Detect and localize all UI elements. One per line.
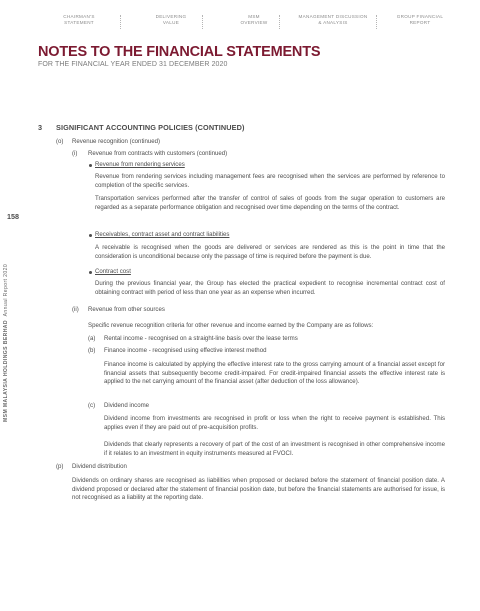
item-p-label: (p): [56, 463, 64, 470]
item-c-text: Dividend income: [104, 402, 150, 409]
nav-label-line2: OVERVIEW: [240, 20, 268, 25]
nav-item-group-financial-report[interactable]: [380, 14, 460, 26]
side-company-name: MSM MALAYSIA HOLDINGS BERHAD: [3, 320, 9, 422]
nav-label-line1: GROUP FINANCIAL: [396, 14, 444, 19]
item-ii-title: Revenue from other sources: [88, 306, 165, 313]
nav-divider: [202, 15, 203, 29]
item-a-label: (a): [88, 335, 96, 342]
item-c-label: (c): [88, 402, 96, 409]
item-i-title: Revenue from contracts with customers (continued): [88, 150, 228, 157]
section-number: 3: [38, 123, 43, 132]
bullet-icon: [89, 234, 92, 237]
page-number: 158: [7, 212, 19, 221]
nav-label-line1: DELIVERING: [155, 14, 187, 19]
section-title: SIGNIFICANT ACCOUNTING POLICIES (CONTINUED): [56, 123, 245, 132]
side-report-name: Annual Report 2020: [3, 263, 9, 317]
item-i-label: (i): [72, 150, 78, 157]
nav-label-line2: & ANALYSIS: [318, 20, 348, 25]
paragraph: Specific revenue recognition criteria for other revenue and income earned by the Company are as follows:: [88, 322, 374, 329]
nav-item-delivering-value[interactable]: [136, 14, 206, 26]
bullet-title-receivables: Receivables, contract asset and contract liabilities: [95, 231, 230, 238]
paragraph: Dividends on ordinary shares are recognised as liabilities when proposed or declared before the statement of financial position date. A dividend proposed or declared after the statement of financial position date, but before the financial statements are authorised for issue, is not recognised as a liability at the reporting date.: [72, 477, 445, 502]
page-title: NOTES TO THE FINANCIAL STATEMENTS: [38, 44, 321, 60]
paragraph: Dividends that clearly represents a recovery of part of the cost of an investment is recognised in other comprehensive income if it relates to an investment in equity instruments measured at FVOCI.: [104, 441, 445, 457]
paragraph: A receivable is recognised when the goods are delivered or services are rendered as this is the point in time that the consideration is unconditional because only the passage of time is required before the payment is due.: [95, 244, 445, 260]
item-p-title: Dividend distribution: [72, 463, 127, 470]
nav-divider: [120, 15, 121, 29]
paragraph: Dividend income from investments are recognised in profit or loss when the right to receive payment is established. This applies even if they are paid out of pre-acquisition profits.: [104, 415, 445, 431]
nav-label-line2: STATEMENT: [64, 20, 94, 25]
nav-label-line2: REPORT: [409, 20, 431, 25]
nav-label-line1: CHAIRMAN'S: [63, 14, 95, 19]
top-navigation: [40, 14, 460, 36]
bullet-title-contract-cost: Contract cost: [95, 268, 131, 275]
bullet-title-rendering-services: Revenue from rendering services: [95, 161, 185, 168]
paragraph: Revenue from rendering services including management fees are recognised when the services are performed by reference to completion of the specific services.: [95, 173, 445, 189]
nav-label-line1: MANAGEMENT DISCUSSION: [298, 14, 368, 19]
page-subtitle: FOR THE FINANCIAL YEAR ENDED 31 DECEMBER 2020: [38, 61, 228, 68]
nav-item-management-discussion[interactable]: [278, 14, 388, 26]
paragraph: Transportation services performed after the transfer of control of sales of goods from the sugar operation to customers are regarded as a separate performance obligation and recognised over time depending on the terms of the contract.: [95, 195, 445, 211]
bullet-icon: [89, 271, 92, 274]
paragraph: During the previous financial year, the Group has elected the practical expedient to recognise incremental contract cost of obtaining contract with period of less than one year as an expense when incurred.: [95, 280, 445, 296]
nav-label-line1: MSM: [248, 14, 260, 19]
item-b-label: (b): [88, 347, 96, 354]
nav-label-line2: VALUE: [162, 20, 180, 25]
side-report-tag: [3, 252, 13, 422]
nav-divider: [376, 15, 377, 29]
item-ii-label: (ii): [72, 306, 79, 313]
item-o-title: Revenue recognition (continued): [72, 138, 161, 145]
paragraph: Finance income is calculated by applying the effective interest rate to the gross carrying amount of a financial asset except for financial assets that subsequently become credit-impaired. For credit-impaired financial assets the effective interest rate is applied to the net carrying amount of the financial asset (after deduction of the loss allowance).: [104, 361, 445, 386]
item-o-label: (o): [56, 138, 64, 145]
bullet-icon: [89, 164, 92, 167]
nav-item-chairmans-statement[interactable]: [44, 14, 114, 26]
item-b-text: Finance income - recognised using effective interest method: [104, 347, 267, 354]
item-a-text: Rental income - recognised on a straight-line basis over the lease terms: [104, 335, 298, 342]
